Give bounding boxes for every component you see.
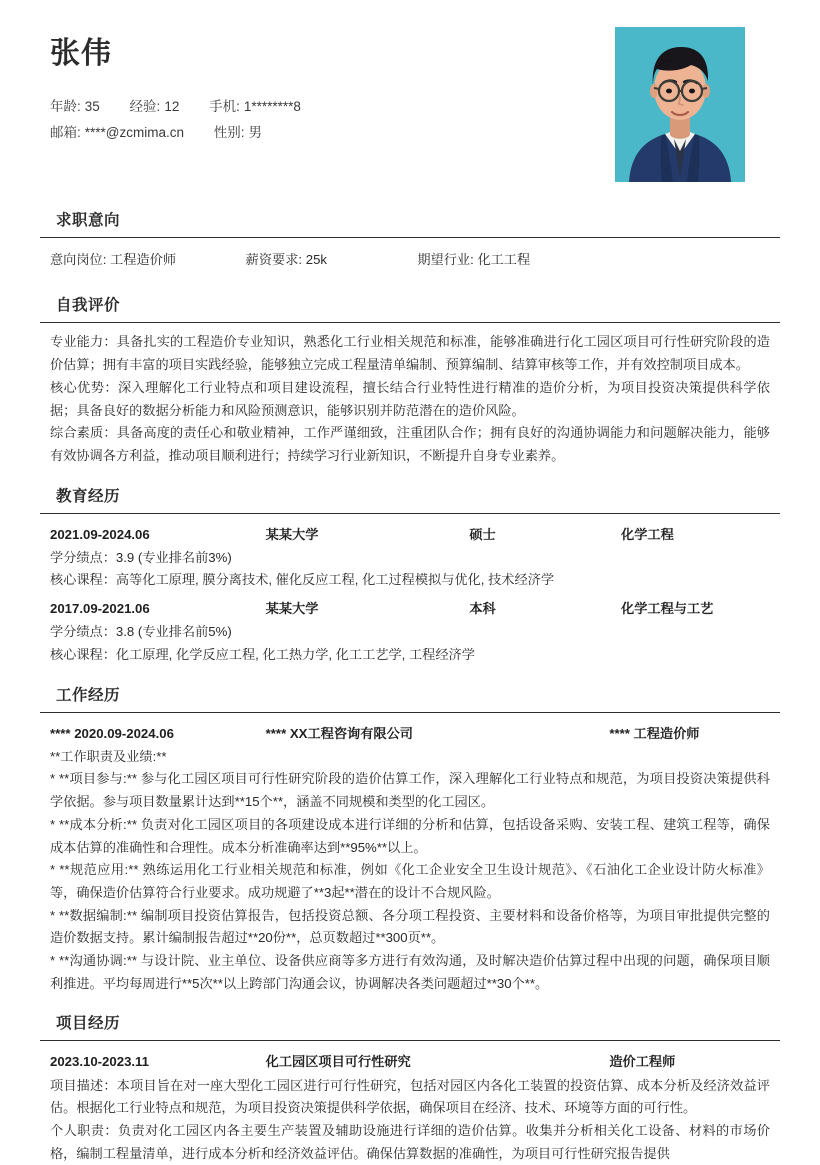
education-period: 2017.09-2021.06 (50, 601, 150, 617)
contact-email-value: ****@zcmima.cn (84, 125, 184, 141)
work-bullet: * **项目参与:** 参与化工园区项目可行性研究阶段的造价估算工作，深入理解化工行业特点和规范，为项目投资决策提供科学依据。参与项目数量累计达到**15个**，涵盖不同规模和类型的化工园区。 (50, 771, 770, 810)
intent-salary (246, 249, 414, 271)
education-school: 某某大学 (265, 526, 319, 542)
education-degree: 硕士 (469, 526, 496, 542)
contact-phone (209, 94, 301, 120)
education-entry (40, 596, 780, 666)
work-bullet: * **沟通协调:** 与设计院、业主单位、设备供应商等多方进行有效沟通，及时解决造价估算过程中出现的问题，确保项目顺利推进。平均每周进行**5次**以上跨部门沟通会议，协调解决各类问题超过**30个**。 (50, 953, 770, 991)
section-project-experience (40, 997, 780, 1165)
project-responsibility: 个人职责：负责对化工园区内各主要生产装置及辅助设施进行详细的造价估算。收集并分析相关化工设备、材料的市场价格，编制工程量清单，进行成本分析和经济效益评估。确保估算数据的准确性，为项目可行性研究报告提供 (50, 1122, 770, 1161)
work-bullet: * **规范应用:** 熟练运用化工行业相关规范和标准，例如《化工企业安全卫生设计规范》、《石油化工企业设计防火标准》等，确保造价估算符合行业要求。成功规避了**3起**潜在的设计不合规风险。 (50, 862, 770, 900)
education-school: 某某大学 (265, 601, 319, 617)
section-divider (40, 712, 780, 713)
intent-salary-label: 薪资要求: (245, 252, 303, 267)
project-entry (40, 1049, 780, 1165)
work-entry (40, 721, 780, 996)
resume-header (40, 0, 780, 196)
intent-industry-value: 化工工程 (477, 252, 531, 267)
education-major: 化学工程与工艺 (621, 601, 714, 617)
education-entry-header (50, 522, 770, 547)
self-evaluation-paragraph: 专业能力：具备扎实的工程造价专业知识，熟悉化工行业相关规范和标准，能够准确进行化工园区项目可行性研究阶段的造价估算；拥有丰富的项目实践经验，能够独立完成工程量清单编制、预算编制、结算审核等工作，并有效控制项目成本。 (50, 334, 770, 373)
education-entry (40, 522, 780, 592)
work-entry-header (50, 721, 770, 746)
work-bullet: * **成本分析:** 负责对化工园区项目的各项建设成本进行详细的分析和估算，包括设备采购、安装工程、建筑工程等，确保成本估算的准确性和合理性。成本分析准确率达到**95%**以上。 (50, 816, 770, 855)
contact-experience-value: 12 (164, 99, 180, 114)
work-subtitle: **工作职责及业绩:** (50, 748, 167, 764)
section-divider (40, 237, 780, 238)
section-title-education: 教育经历 (56, 487, 121, 505)
contact-email (50, 120, 184, 146)
education-entry-header (50, 596, 770, 621)
project-entry-body (50, 1075, 770, 1165)
job-intent-row (40, 246, 780, 281)
project-name: 化工园区项目可行性研究 (265, 1054, 411, 1070)
section-title-job-intent: 求职意向 (56, 212, 121, 229)
section-work-experience (40, 669, 780, 996)
contact-phone-value: 1********8 (243, 99, 301, 114)
avatar (615, 27, 745, 182)
work-period: **** 2020.09-2024.06 (50, 725, 174, 741)
self-evaluation-paragraph: 核心优势：深入理解化工行业特点和项目建设流程，擅长结合行业特性进行精准的造价分析，为项目投资决策提供科学依据；具备良好的数据分析能力和风险预测意识，能够识别并防范潜在的造价风险。 (50, 379, 770, 418)
intent-salary-value: 25k (305, 252, 328, 267)
education-courses: 核心课程：化工原理, 化学反应工程, 化工热力学, 化工工艺学, 工程经济学 (50, 646, 475, 662)
contact-phone-label: 手机: (209, 99, 240, 114)
work-entry-body (50, 746, 770, 996)
education-period: 2021.09-2024.06 (50, 526, 150, 542)
education-courses: 核心课程：高等化工原理, 膜分离技术, 催化反应工程, 化工过程模拟与优化, 技术经济学 (50, 572, 555, 588)
section-divider (40, 1040, 780, 1041)
education-major: 化学工程 (621, 526, 674, 542)
contact-age (50, 94, 100, 120)
intent-position-value: 工程造价师 (110, 252, 177, 267)
intent-position (50, 249, 242, 271)
contact-experience-label: 经验: (129, 99, 161, 114)
contact-gender-label: 性别: (213, 125, 245, 141)
project-entry-header (50, 1049, 770, 1074)
education-gpa: 学分绩点：3.8 (专业排名前5%) (50, 624, 232, 640)
page-title: 张伟 (50, 37, 112, 70)
project-period: 2023.10-2023.11 (50, 1054, 150, 1070)
education-gpa: 学分绩点：3.9 (专业排名前3%) (50, 549, 232, 565)
section-divider (40, 322, 780, 323)
section-job-intent (40, 198, 780, 281)
contact-gender (214, 120, 262, 146)
section-divider (40, 513, 780, 514)
section-title-work-experience: 工作经历 (56, 686, 121, 704)
contact-email-label: 邮箱: (50, 125, 81, 141)
self-evaluation-body (40, 331, 780, 467)
project-role: 造价工程师 (609, 1054, 676, 1070)
contact-age-value: 35 (84, 99, 100, 114)
intent-industry-label: 期望行业: (417, 252, 474, 267)
intent-position-label: 意向岗位: (50, 252, 107, 267)
work-bullet: * **数据编制:** 编制项目投资估算报告，包括投资总额、各分项工程投资、主要材料和设备价格等，为项目审批提供完整的造价数据支持。累计编制报告超过**20份**，总页数超过**300页**。 (50, 907, 770, 946)
contact-experience (130, 94, 180, 120)
section-title-self-evaluation: 自我评价 (56, 297, 121, 315)
project-description: 项目描述：本项目旨在对一座大型化工园区进行可行性研究，包括对园区内各化工装置的投资估算、成本分析及经济效益评估。根据化工行业特点和规范，为项目投资决策提供科学依据，确保项目在经济、技术、环境等方面的可行性。 (50, 1077, 770, 1116)
intent-industry (417, 249, 530, 271)
work-company: **** XX工程咨询有限公司 (265, 725, 413, 741)
profile-photo-icon (615, 27, 745, 182)
contact-age-label: 年龄: (50, 99, 81, 114)
self-evaluation-paragraph: 综合素质：具备高度的责任心和敬业精神，工作严谨细致，注重团队合作；拥有良好的沟通协调能力和问题解决能力，能够有效协调各方利益，推动项目顺利进行；持续学习行业新知识，不断提升自身专业素养。 (50, 425, 770, 463)
contact-gender-value: 男 (248, 125, 263, 141)
section-education (40, 470, 780, 667)
section-title-project-experience: 项目经历 (56, 1015, 121, 1033)
work-role: **** 工程造价师 (609, 725, 700, 741)
education-degree: 本科 (469, 601, 496, 617)
section-self-evaluation (40, 283, 780, 467)
